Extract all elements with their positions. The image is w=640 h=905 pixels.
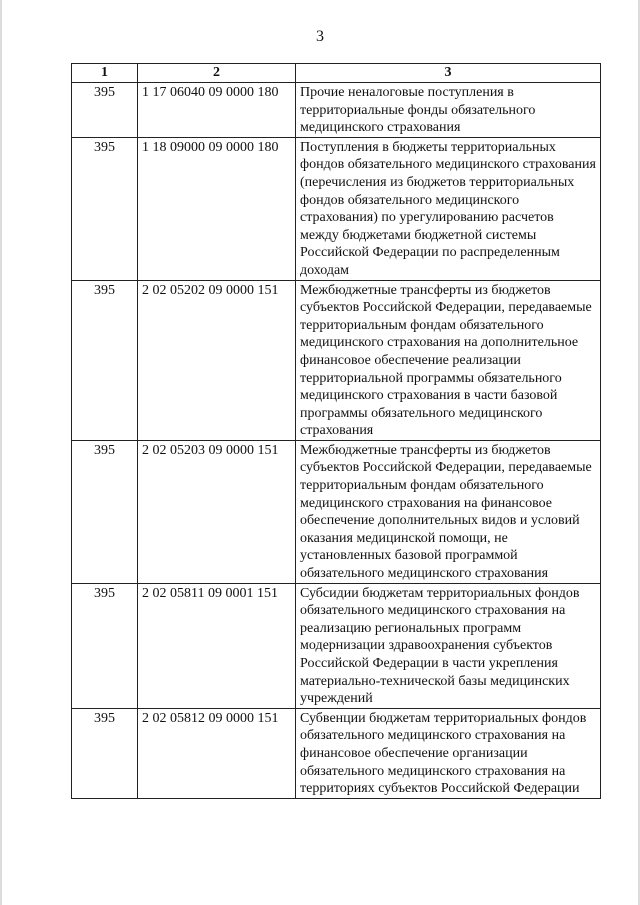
table-header-row: [72, 64, 601, 83]
description-cell: Поступления в бюджеты территориальных фондов обязательного медицинского страхования (перечисления из бюджетов территориальных фондов обязательного медицинского страхования) по урегулированию расчетов между бюджетами бюджетной системы Российской Федерации по распределенным доходам: [296, 137, 601, 280]
table-row: [72, 440, 601, 583]
budget-code-cell: 2 02 05811 09 0001 151: [138, 583, 296, 708]
description-cell: Субсидии бюджетам территориальных фондов обязательного медицинского страхования на реализацию региональных программ модернизации здравоохранения субъектов Российской Федерации в части укрепления материально-технической базы медицинских учреждений: [296, 583, 601, 708]
admin-code-cell: 395: [72, 708, 138, 798]
table-row: [72, 83, 601, 138]
description-cell: Прочие неналоговые поступления в территориальные фонды обязательного медицинского страхования: [296, 83, 601, 138]
budget-code-cell: 2 02 05202 09 0000 151: [138, 280, 296, 440]
header-col-2: 2: [138, 64, 296, 83]
admin-code-cell: 395: [72, 83, 138, 138]
description-cell: Межбюджетные трансферты из бюджетов субъектов Российской Федерации, передаваемые территориальным фондам обязательного медицинского страхования на дополнительное финансовое обеспечение реализации территориальной программы обязательного медицинского страхования в части базовой программы обязательного медицинского страхования: [296, 280, 601, 440]
table-row: [72, 280, 601, 440]
table-row: [72, 583, 601, 708]
header-col-1: 1: [72, 64, 138, 83]
description-cell: Межбюджетные трансферты из бюджетов субъектов Российской Федерации, передаваемые территориальным фондам обязательного медицинского страхования на финансовое обеспечение дополнительных видов и условий оказания медицинской помощи, не установленных базовой программой обязательного медицинского страхования: [296, 440, 601, 583]
table-row: [72, 137, 601, 280]
admin-code-cell: 395: [72, 280, 138, 440]
budget-code-cell: 1 17 06040 09 0000 180: [138, 83, 296, 138]
page-number: 3: [316, 28, 324, 45]
budget-code-cell: 2 02 05203 09 0000 151: [138, 440, 296, 583]
budget-code-cell: 2 02 05812 09 0000 151: [138, 708, 296, 798]
table-row: [72, 708, 601, 798]
admin-code-cell: 395: [72, 583, 138, 708]
budget-codes-table: [71, 63, 601, 799]
budget-code-cell: 1 18 09000 09 0000 180: [138, 137, 296, 280]
admin-code-cell: 395: [72, 137, 138, 280]
description-cell: Субвенции бюджетам территориальных фондов обязательного медицинского страхования на финансовое обеспечение организации обязательного медицинского страхования на территориях субъектов Российской Федерации: [296, 708, 601, 798]
scan-edge-left: [0, 0, 2, 905]
admin-code-cell: 395: [72, 440, 138, 583]
header-col-3: 3: [296, 64, 601, 83]
